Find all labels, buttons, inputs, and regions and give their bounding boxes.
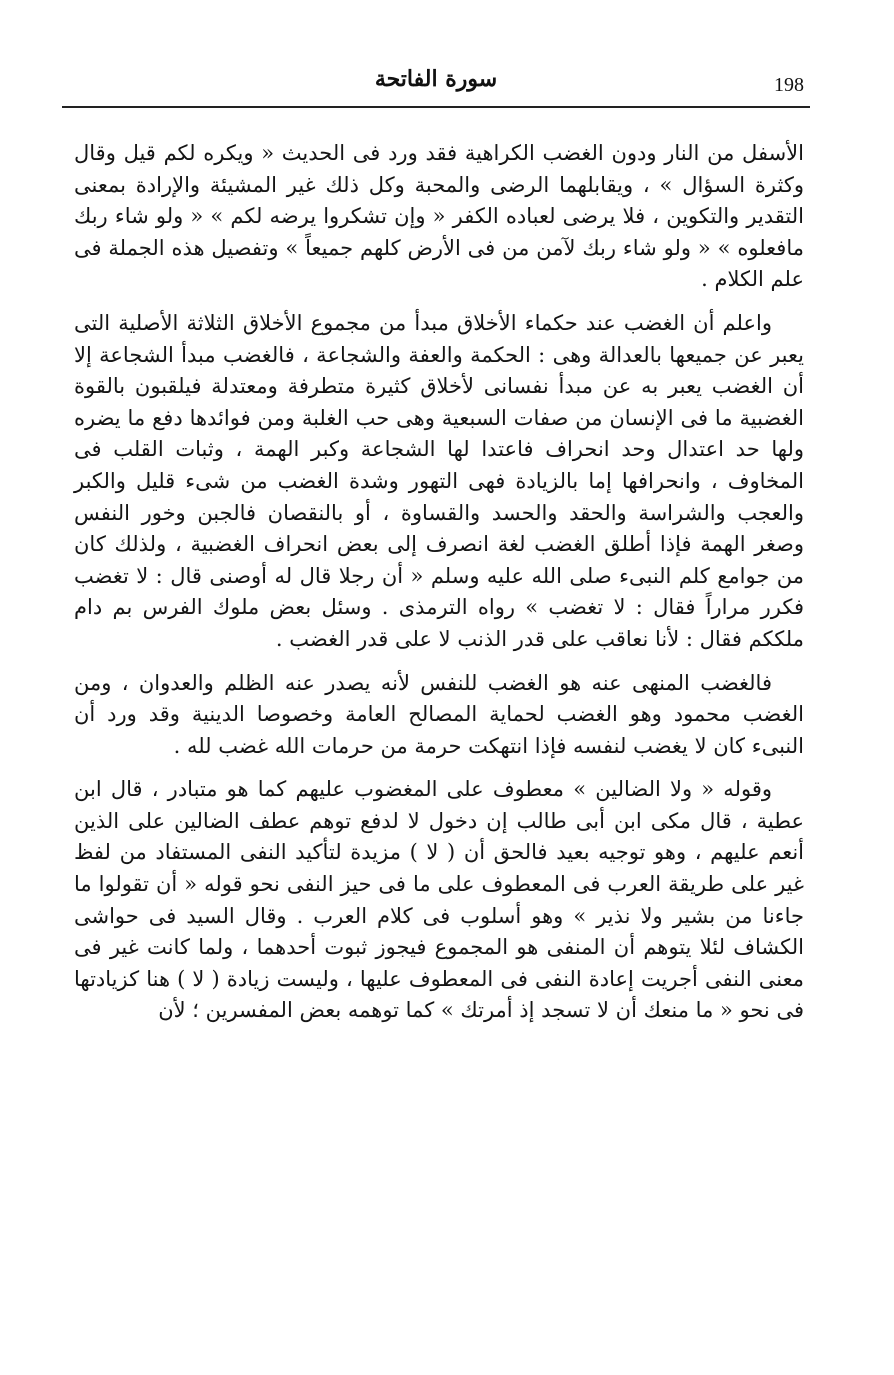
header-divider (62, 106, 810, 108)
page-header (62, 56, 810, 104)
page-body (74, 138, 804, 1027)
paragraph-1: الأسفل من النار ودون الغضب الكراهية فقد ورد فى الحديث « ويكره لكم قيل وقال وكثرة السؤال » ، ويقابلهما الرضى والمحبة وكل ذلك غير المشيئة والإرادة بمعنى التقدير والتكوين ، فلا يرضى لعباده الكفر « وإن تشكروا يرضه لكم » « ولو شاء ربك مافعلوه » « ولو شاء ربك لآمن من فى الأرض كلهم جميعاً » وتفصيل هذه الجملة فى علم الكلام . (74, 141, 804, 292)
paragraph-3: فالغضب المنهى عنه هو الغضب للنفس لأنه يصدر عنه الظلم والعدوان ، ومن الغضب محمود وهو الغضب لحماية المصالح العامة وخصوصا الدينية وقد ورد أن النبىء كان لا يغضب لنفسه فإذا انتهكت حرمة من حرمات الله غضب لله . (74, 670, 804, 758)
surah-title: سورة الفاتحة (374, 66, 498, 92)
paragraph-4: وقوله « ولا الضالين » معطوف على المغضوب عليهم كما هو متبادر ، قال ابن عطية ، قال مكى ابن أبى طالب إن دخول لا لدفع توهم عطف الضالين على الذين أنعم عليهم ، وهو توجيه بعيد فالحق أن ( لا ) مزيدة لتأكيد النفى المستفاد من لفظ غير على طريقة العرب فى المعطوف على ما فى حيز النفى نحو قوله « أن تقولوا ما جاءنا من بشير ولا نذير » وهو أسلوب فى كلام العرب . وقال السيد فى حواشى الكشاف لئلا يتوهم أن المنفى هو المجموع فيجوز ثبوت أحدهما ، ولما كانت غير فى معنى النفى أجريت إعادة النفى فى المعطوف عليها ، وليست زيادة ( لا ) هنا كزيادتها فى نحو « ما منعك أن لا تسجد إذ أمرتك » كما توهمه بعض المفسرين ؛ لأن (74, 777, 804, 1023)
paragraph-2: واعلم أن الغضب عند حكماء الأخلاق مبدأ من مجموع الأخلاق الثلاثة الأصلية التى يعبر عن جميعها بالعدالة وهى : الحكمة والعفة والشجاعة ، فالغضب مبدأ الشجاعة إلا أن الغضب يعبر به عن مبدأ نفسانى لأخلاق كثيرة متطرفة ومعتدلة فيلقبون بالقوة الغضبية ما فى الإنسان من صفات السبعية وهى حب الغلبة ومن فوائدها دفع ما يضره ولها حد اعتدال وحد انحراف فاعتدا لها الشجاعة وكبر الهمة ، وثبات القلب فى المخاوف ، وانحرافها إما بالزيادة فهى التهور وشدة الغضب من شىء قليل والكبر والعجب والشراسة والحقد والحسد والقساوة ، أو بالنقصان فالجبن وخور النفس وصغر الهمة فإذا أطلق الغضب لغة انصرف إلى بعض انحراف الغضبية ، ولذلك كان من جوامع كلم النبىء صلى الله عليه وسلم « أن رجلا قال له أوصنى قال : لا تغضب فكرر مراراً فقال : لا تغضب » رواه الترمذى . وسئل بعض ملوك الفرس بم دام ملككم فقال : لأنا نعاقب على قدر الذنب لا على قدر الغضب . (74, 310, 804, 651)
page-number: 198 (774, 74, 804, 96)
